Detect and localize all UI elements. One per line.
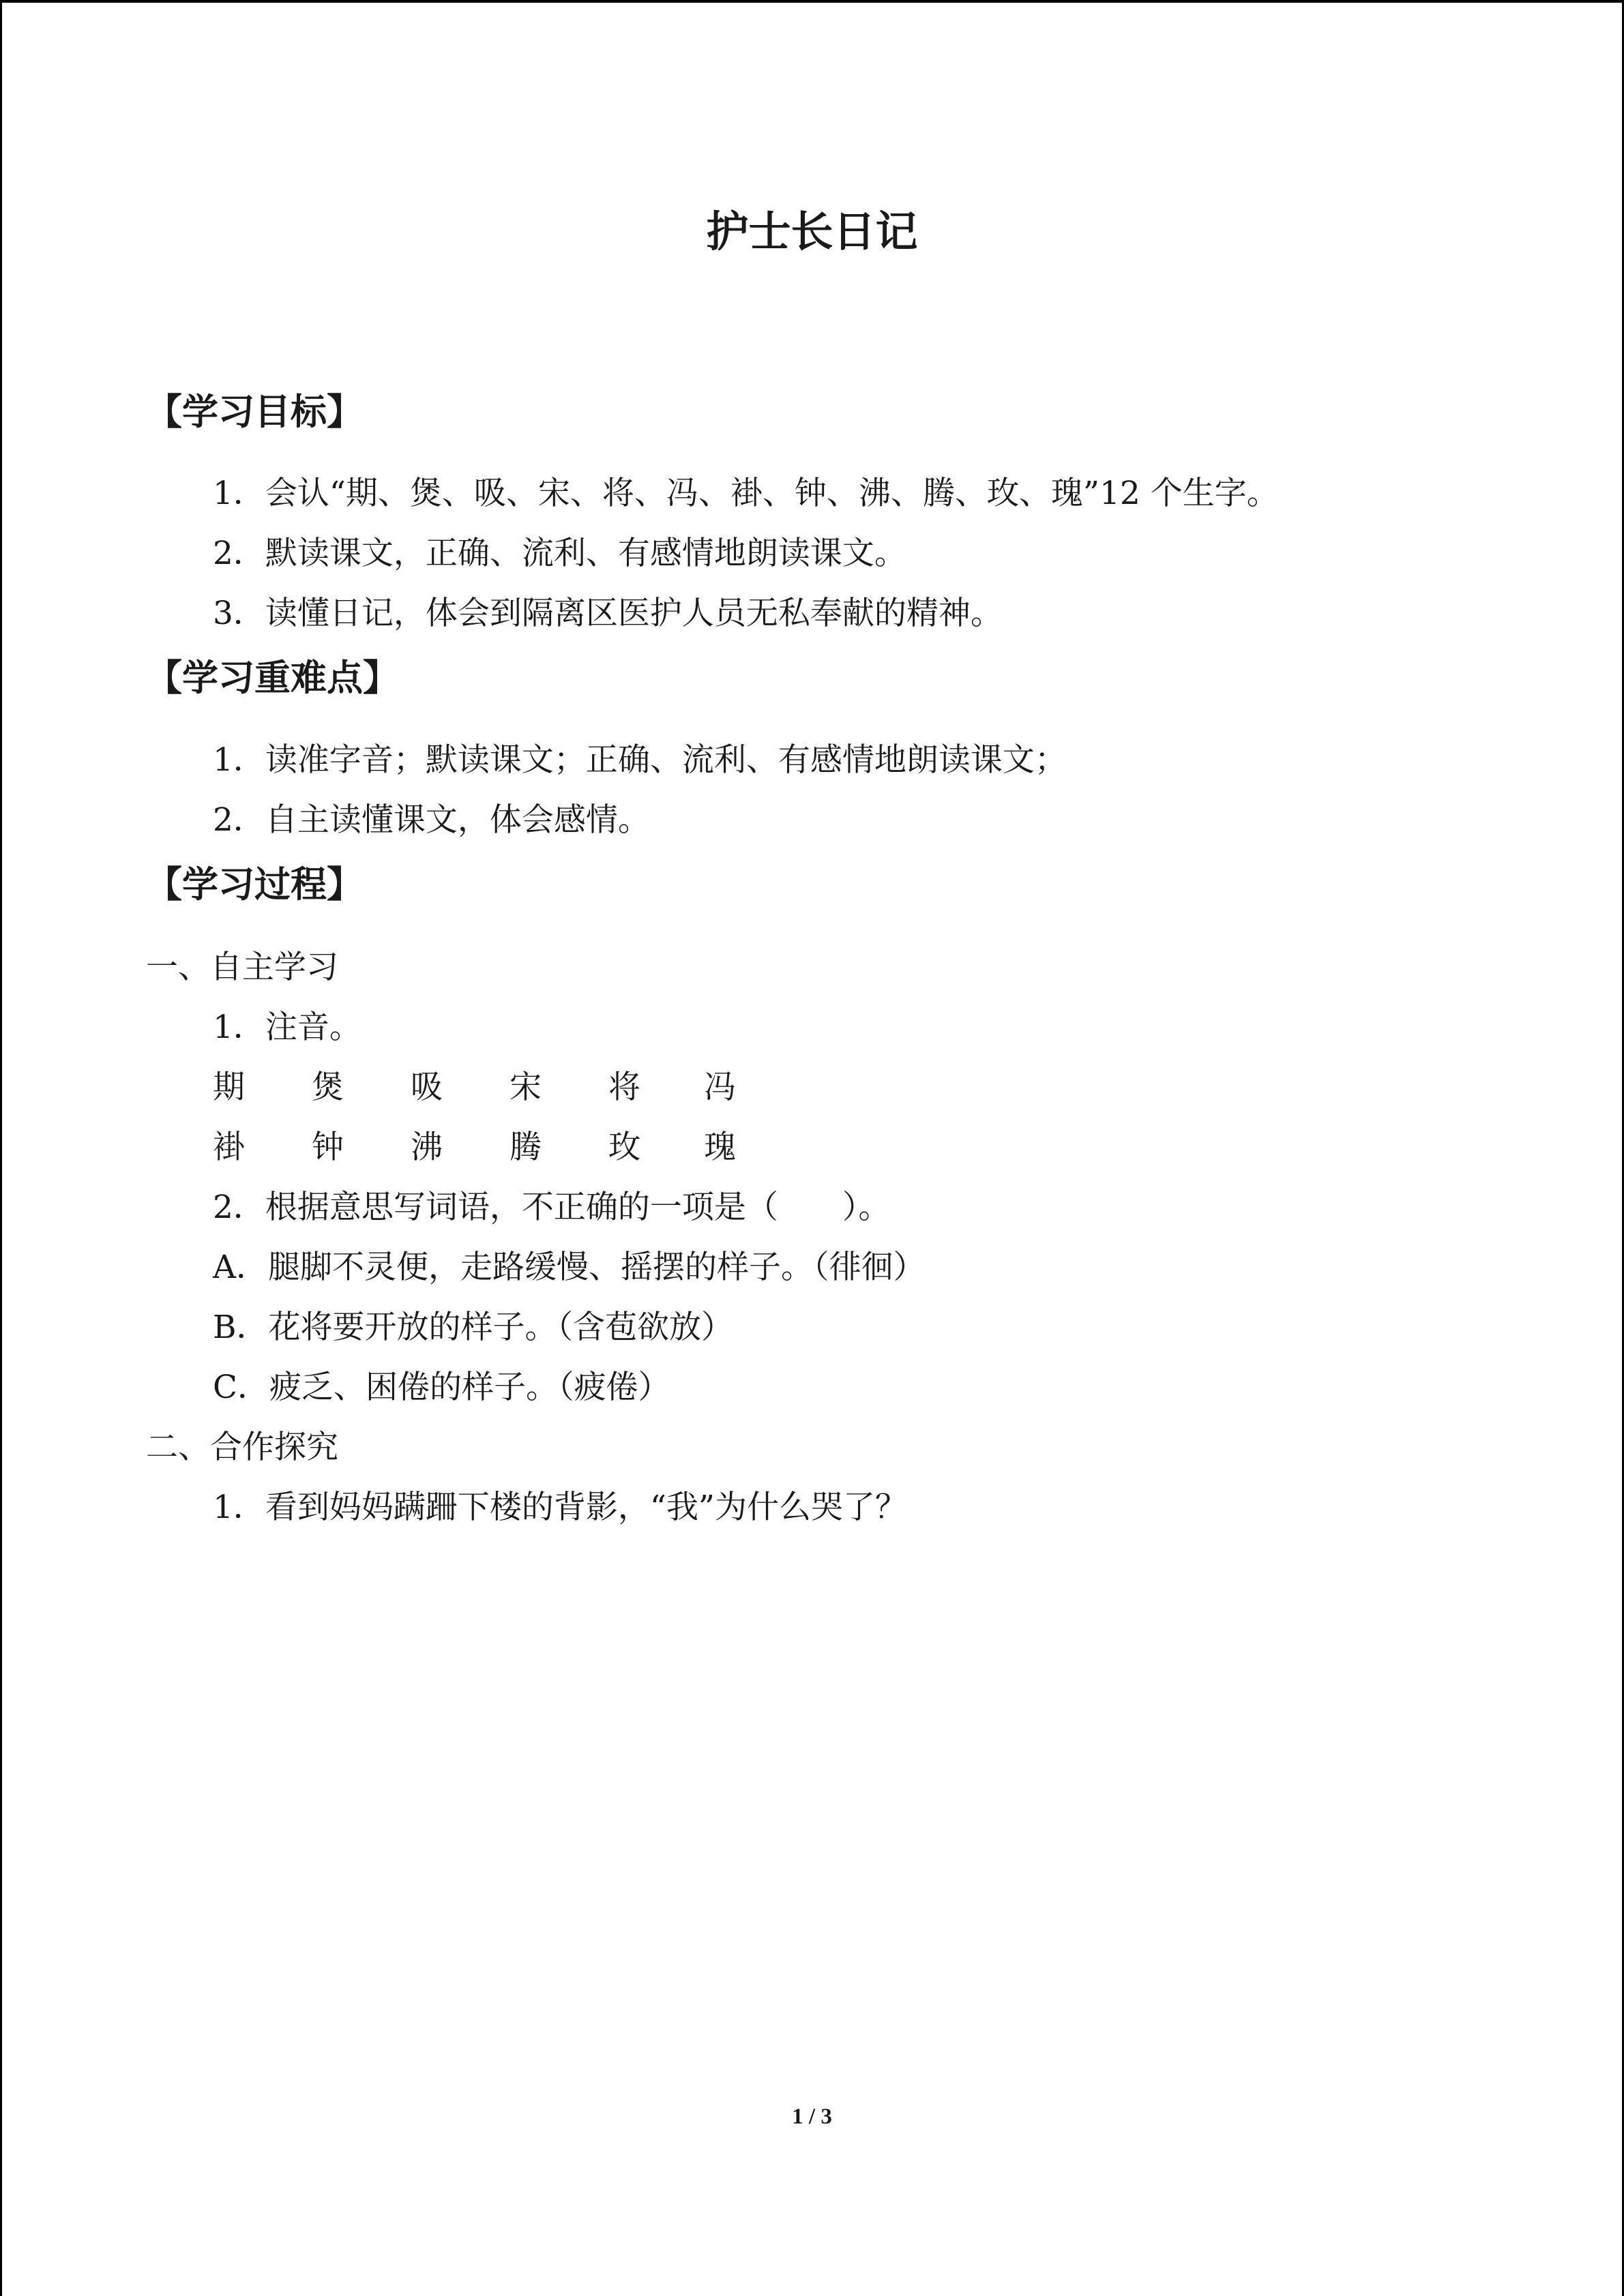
option-a: A．腿脚不灵便，走路缓慢、摇摆的样子。（徘徊）: [213, 1249, 926, 1286]
char: 宋: [510, 1069, 542, 1106]
part2-question-1: 1．看到妈妈蹒跚下楼的背影，“我”为什么哭了？: [213, 1489, 907, 1526]
section-heading-goals: 【学习目标】: [146, 391, 363, 433]
section-heading-process: 【学习过程】: [146, 864, 363, 906]
goal-item-2: 2．默读课文，正确、流利、有感情地朗读课文。: [213, 535, 906, 572]
page-number: 1 / 3: [792, 2104, 832, 2129]
key-point-item-1: 1．读准字音；默读课文；正确、流利、有感情地朗读课文；: [213, 741, 1067, 779]
char: 冯: [704, 1069, 736, 1106]
char: 褂: [213, 1129, 245, 1166]
char: 吸: [411, 1069, 443, 1106]
part1-question-1: 1．注音。: [213, 1009, 361, 1046]
char: 钟: [312, 1129, 344, 1166]
char: 玫: [608, 1129, 640, 1166]
section-heading-key-points: 【学习重难点】: [146, 657, 399, 699]
top-border: [0, 0, 1624, 3]
goal-item-1: 1．会认“期、煲、吸、宋、将、冯、褂、钟、沸、腾、玫、瑰”12 个生字。: [213, 475, 1279, 512]
goal-item-3: 3．读懂日记，体会到隔离区医护人员无私奉献的精神。: [213, 595, 1003, 632]
option-b: B．花将要开放的样子。（含苞欲放）: [213, 1309, 734, 1346]
page-title: 护士长日记: [706, 207, 918, 256]
option-c: C．疲乏、困倦的样子。（疲倦）: [213, 1369, 670, 1406]
left-border: [0, 0, 2, 2296]
char: 期: [213, 1069, 245, 1106]
char: 将: [608, 1069, 640, 1106]
char: 沸: [411, 1129, 443, 1166]
char: 腾: [510, 1129, 542, 1166]
char: 瑰: [704, 1129, 736, 1166]
part1-question-2: 2．根据意思写词语，不正确的一项是（ ）。: [213, 1189, 891, 1226]
part1-label: 一、自主学习: [146, 949, 338, 986]
part2-label: 二、合作探究: [146, 1429, 338, 1466]
char: 煲: [312, 1069, 344, 1106]
key-point-item-2: 2．自主读懂课文，体会感情。: [213, 801, 650, 839]
